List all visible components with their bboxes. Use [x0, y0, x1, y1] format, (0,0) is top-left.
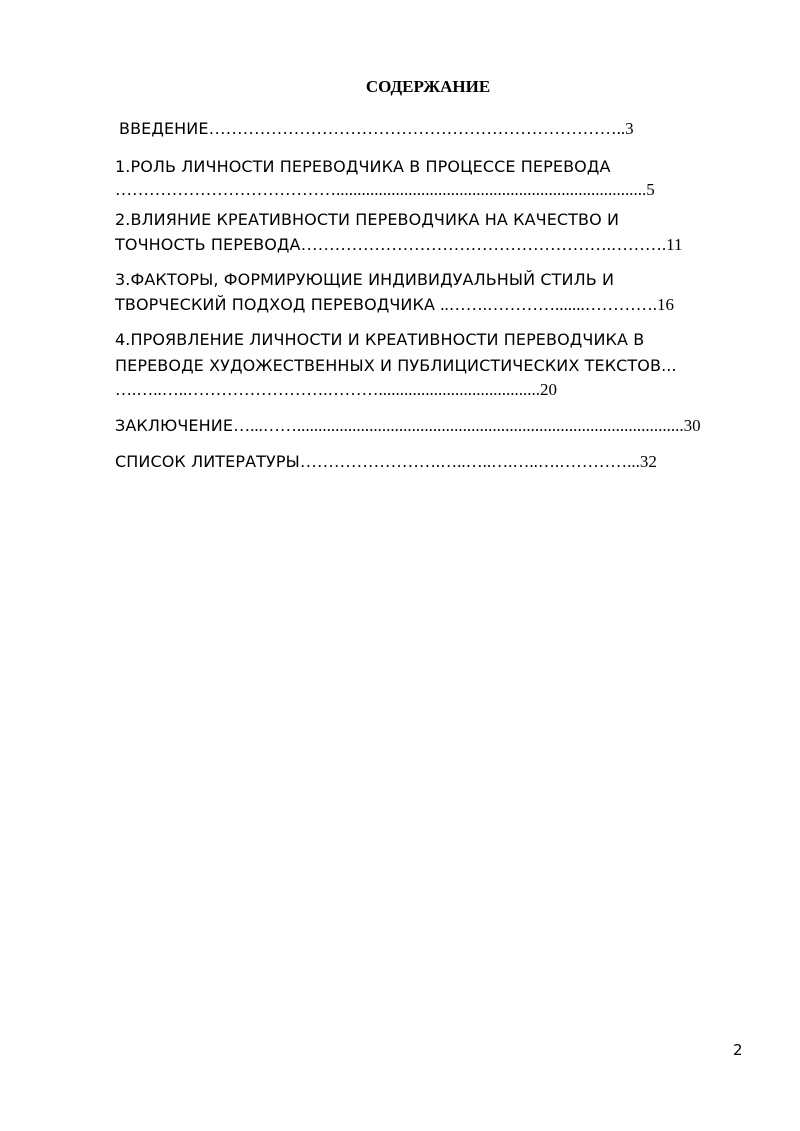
toc-entry-chapter-3 — [115, 268, 614, 292]
toc-entry-chapter-2 — [115, 208, 619, 232]
toc-page-number: 3 — [625, 119, 634, 138]
toc-entry-label: ПЕРЕВОДЕ ХУДОЖЕСТВЕННЫХ И ПУБЛИЦИСТИЧЕСКИХ ТЕКСТОВ... — [115, 356, 677, 375]
toc-entry-label: 2.ВЛИЯНИЕ КРЕАТИВНОСТИ ПЕРЕВОДЧИКА НА КАЧЕСТВО И — [115, 210, 620, 229]
toc-entry-label: ЗАКЛЮЧЕНИЕ — [115, 416, 234, 435]
toc-leader-dots: ….…..…..…………………….………...................................... — [115, 380, 540, 399]
toc-leader-dots: ……………………………………………………………….. — [208, 119, 626, 138]
toc-page-number: 30 — [683, 416, 701, 435]
toc-page-number: 32 — [639, 452, 657, 471]
toc-leader-dots: …………………….…..…..….…..….…………... — [299, 452, 640, 471]
toc-entry-introduction — [119, 117, 634, 141]
toc-leader-dots: …...……........................................................................................... — [233, 416, 684, 435]
toc-entry-label: СПИСОК ЛИТЕРАТУРЫ — [115, 452, 300, 471]
toc-page-number: 5 — [646, 180, 655, 199]
toc-page-number: 20 — [540, 380, 557, 399]
toc-leader-dots: ..…….………….......…………. — [440, 295, 657, 314]
toc-entry-chapter-4 — [115, 328, 644, 352]
page-number: 2 — [733, 1041, 743, 1059]
toc-entry-chapter-3-continued — [115, 293, 674, 317]
toc-entry-label: ТОЧНОСТЬ ПЕРЕВОДА — [115, 235, 301, 254]
toc-entry-references — [115, 450, 657, 474]
toc-entry-chapter-1 — [115, 155, 611, 179]
toc-entry-chapter-4-leader-line — [115, 378, 557, 402]
toc-entry-label: 4.ПРОЯВЛЕНИЕ ЛИЧНОСТИ И КРЕАТИВНОСТИ ПЕРЕВОДЧИКА В — [115, 330, 645, 349]
toc-entry-label: 3.ФАКТОРЫ, ФОРМИРУЮЩИЕ ИНДИВИДУАЛЬНЫЙ СТИЛЬ И — [115, 270, 615, 289]
toc-leader-dots: ……………………………………………….………. — [300, 235, 667, 254]
toc-page-number: 11 — [666, 235, 683, 254]
toc-entry-chapter-1-continued — [115, 178, 655, 202]
toc-entry-chapter-4-continued — [115, 354, 677, 378]
toc-entry-chapter-2-continued — [115, 233, 682, 257]
toc-entry-label: 1.РОЛЬ ЛИЧНОСТИ ПЕРЕВОДЧИКА В ПРОЦЕССЕ ПЕРЕВОДА — [115, 157, 611, 176]
toc-page-number: 16 — [656, 295, 674, 314]
toc-entry-conclusion — [115, 414, 701, 438]
toc-entry-label: ВВЕДЕНИЕ — [119, 119, 209, 138]
toc-leader-dots: …………………………………......................................................................... — [115, 180, 647, 199]
toc-entry-label: ТВОРЧЕСКИЙ ПОДХОД ПЕРЕВОДЧИКА — [115, 295, 441, 314]
page-title: СОДЕРЖАНИЕ — [365, 77, 491, 96]
